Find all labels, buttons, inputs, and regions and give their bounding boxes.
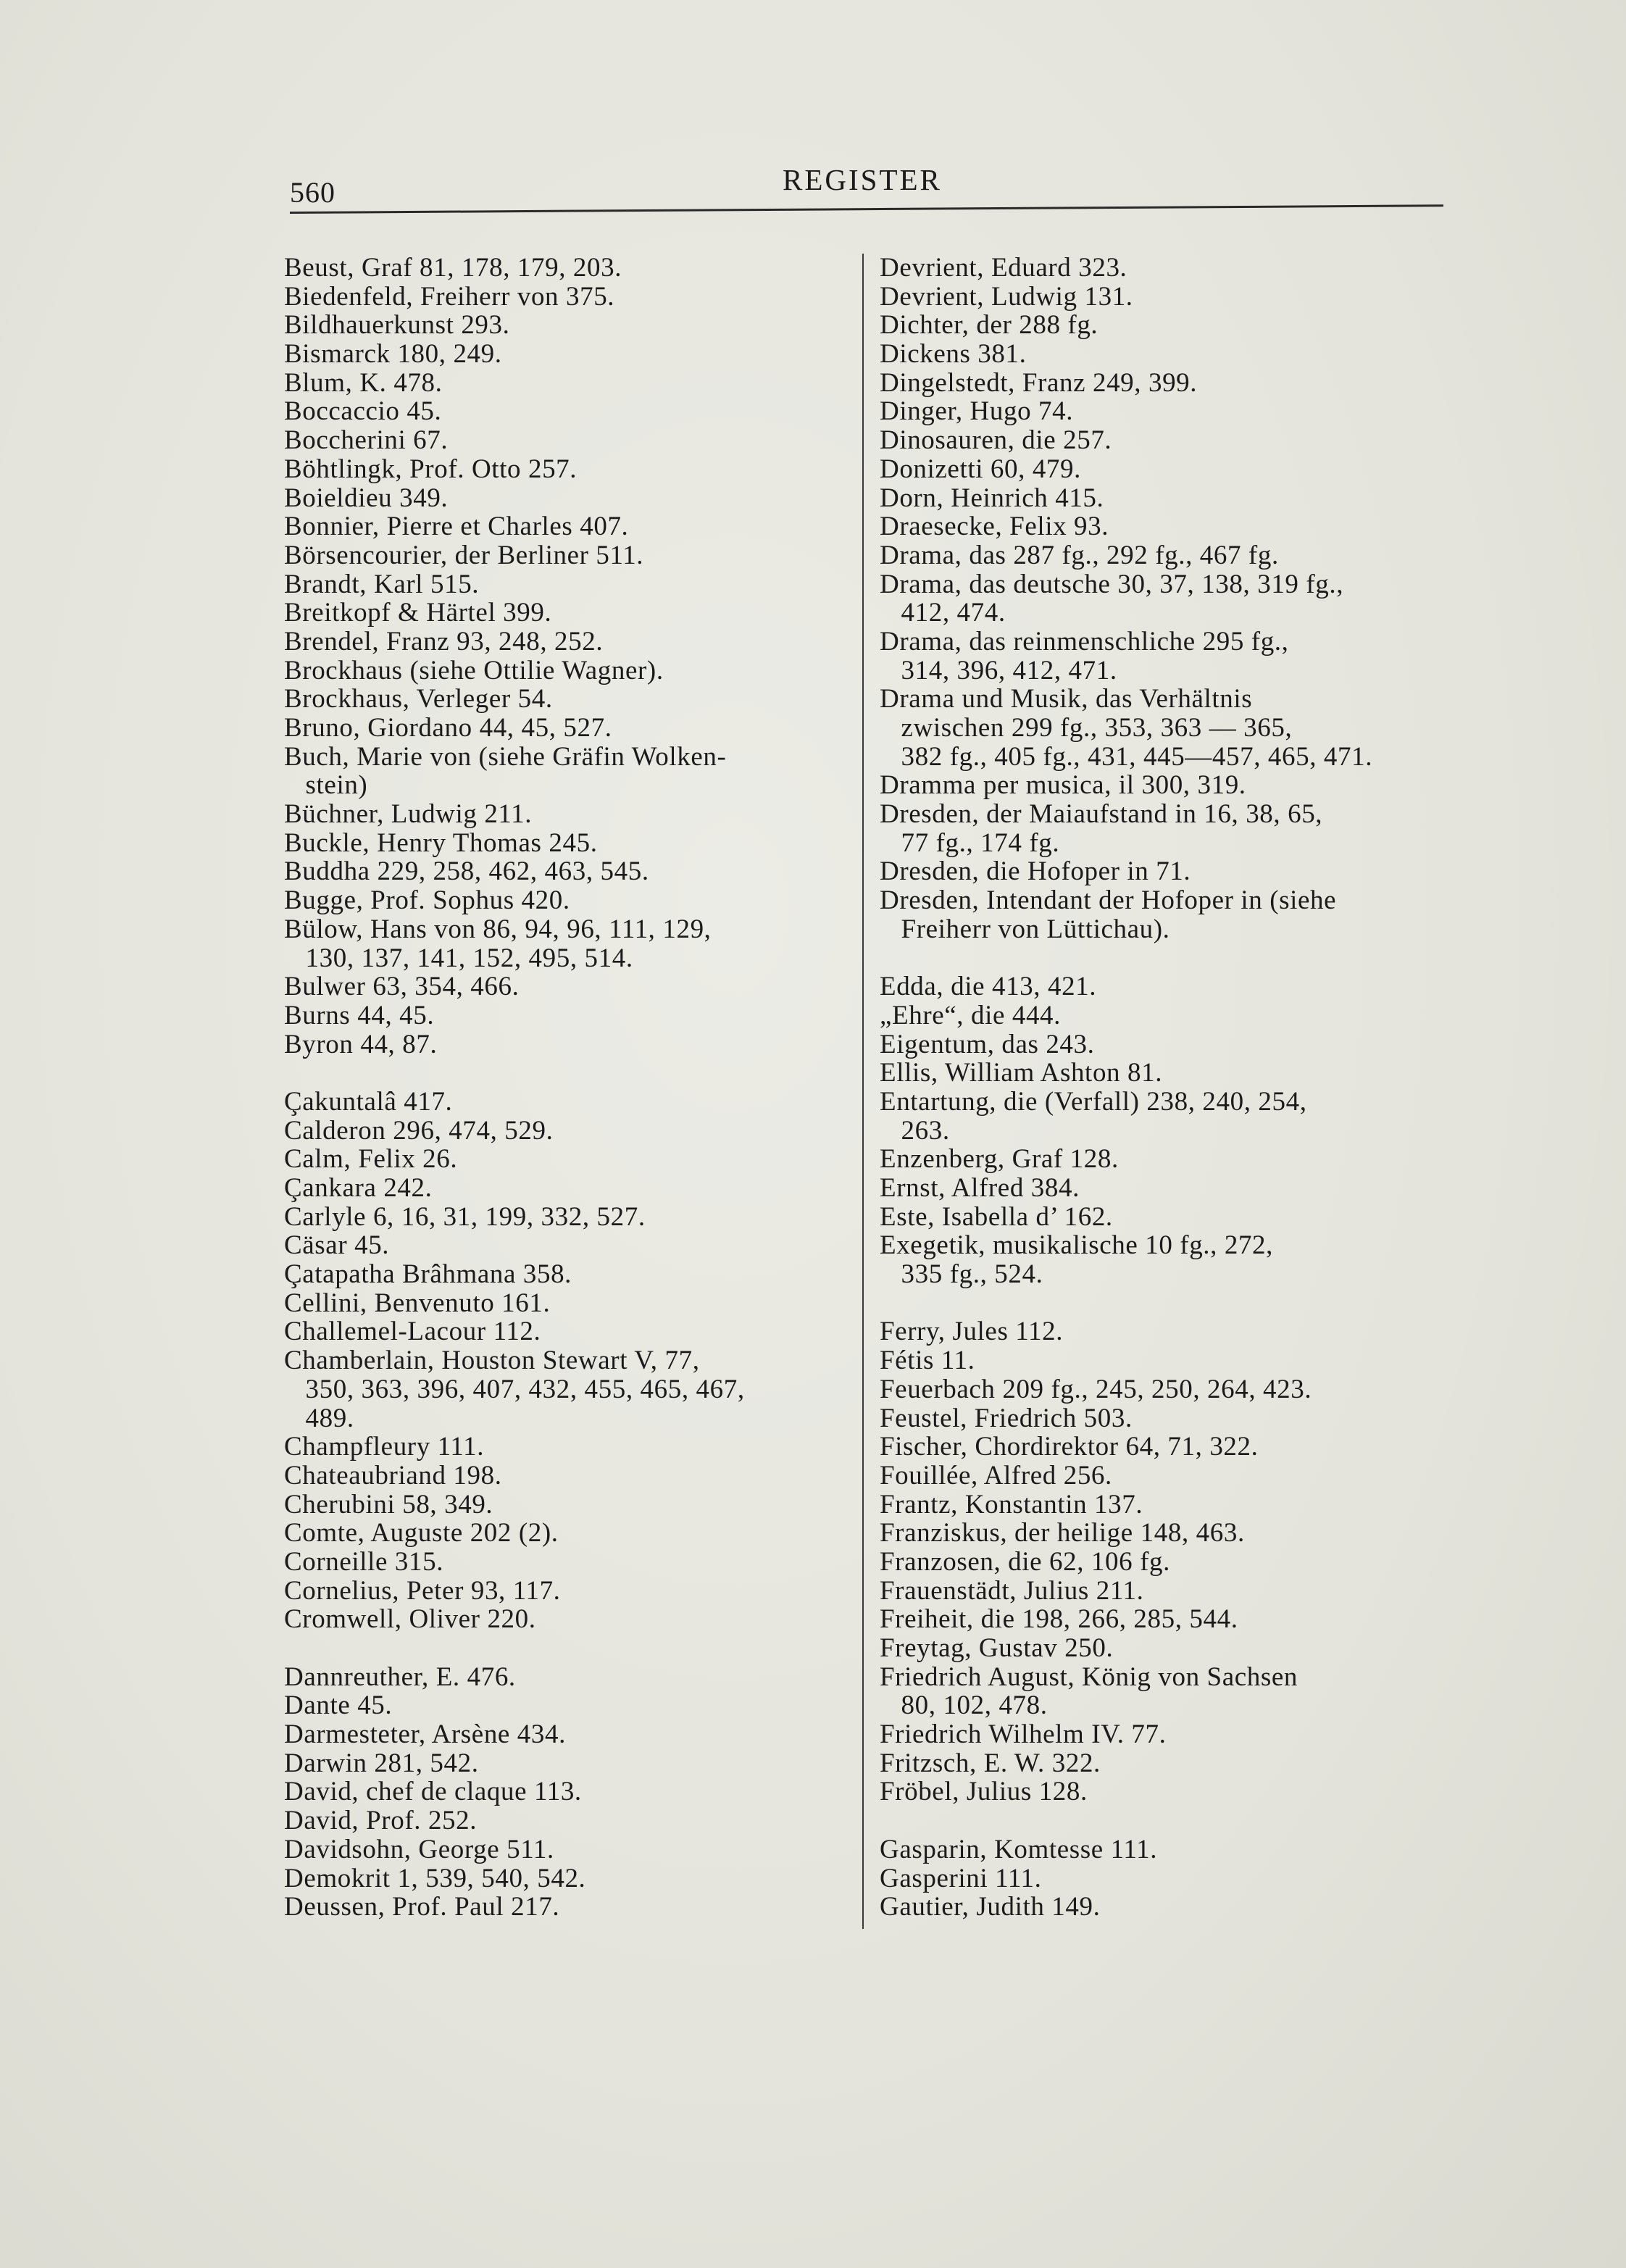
index-column-right — [880, 254, 1452, 1922]
index-entry: Brandt, Karl 515. — [284, 569, 480, 599]
index-entry: Challemel-Lacour 112. — [284, 1317, 541, 1347]
index-entry-continuation: 77 fg., 174 fg. — [880, 827, 1060, 858]
section-gap — [284, 1059, 843, 1088]
index-entry: Dichter, der 288 fg. — [880, 310, 1098, 341]
index-entry: Champfleury 111. — [284, 1432, 485, 1462]
index-entry: Dramma per musica, il 300, 319. — [880, 770, 1246, 801]
index-entry: Blum, K. 478. — [284, 367, 443, 398]
index-entry: Burns 44, 45. — [284, 1000, 435, 1030]
section-gap — [880, 944, 1452, 973]
index-entry: Feustel, Friedrich 503. — [880, 1403, 1133, 1433]
index-entry: Çatapatha Brâhmana 358. — [284, 1259, 572, 1290]
index-entry: Dorn, Heinrich 415. — [880, 483, 1104, 513]
index-entry: Friedrich Wilhelm IV. 77. — [880, 1719, 1167, 1750]
index-entry: Frantz, Konstantin 137. — [880, 1489, 1143, 1519]
column-divider — [862, 254, 864, 1929]
index-entry: Drama, das deutsche 30, 37, 138, 319 fg., — [880, 569, 1344, 599]
index-entry: Bonnier, Pierre et Charles 407. — [284, 512, 629, 542]
index-entry: Gasperini 111. — [880, 1863, 1042, 1893]
index-entry: Ferry, Jules 112. — [880, 1317, 1064, 1347]
index-entry: Bulwer 63, 354, 466. — [284, 972, 520, 1002]
index-entry: Cornelius, Peter 93, 117. — [284, 1575, 561, 1606]
index-entry: Boccherini 67. — [284, 425, 449, 456]
index-entry: Calm, Felix 26. — [284, 1144, 458, 1175]
index-entry: Cäsar 45. — [284, 1230, 390, 1261]
index-entry-continuation: 263. — [880, 1115, 950, 1146]
index-entry: Dresden, die Hofoper in 71. — [880, 856, 1191, 887]
index-entry: Entartung, die (Verfall) 238, 240, 254, — [880, 1086, 1307, 1117]
index-entry: Drama, das reinmenschliche 295 fg., — [880, 626, 1289, 656]
index-entry: Deussen, Prof. Paul 217. — [284, 1892, 560, 1922]
index-entry: Cherubini 58, 349. — [284, 1489, 493, 1519]
index-entry-continuation: zwischen 299 fg., 353, 363 — 365, — [880, 713, 1293, 743]
index-entry: Büchner, Ludwig 211. — [284, 799, 533, 830]
index-entry: Chamberlain, Houston Stewart V, 77, — [284, 1346, 700, 1376]
index-entry: Dresden, der Maiaufstand in 16, 38, 65, — [880, 799, 1323, 830]
index-entry: Feuerbach 209 fg., 245, 250, 264, 423. — [880, 1374, 1312, 1404]
index-entry: Byron 44, 87. — [284, 1029, 438, 1059]
index-entry: Dante 45. — [284, 1690, 393, 1721]
section-gap — [880, 1289, 1452, 1318]
index-entry: Buch, Marie von (siehe Gräfin Wolken- — [284, 741, 727, 772]
index-entry-continuation: 80, 102, 478. — [880, 1690, 1048, 1721]
index-entry: Bildhauerkunst 293. — [284, 310, 510, 341]
index-entry-continuation: 335 fg., 524. — [880, 1259, 1043, 1290]
index-entry: Gautier, Judith 149. — [880, 1892, 1101, 1922]
index-entry-continuation: 412, 474. — [880, 598, 1006, 628]
index-entry: Freytag, Gustav 250. — [880, 1633, 1114, 1663]
index-entry: Fétis 11. — [880, 1346, 975, 1376]
index-entry: David, chef de claque 113. — [284, 1777, 582, 1807]
index-entry: Exegetik, musikalische 10 fg., 272, — [880, 1230, 1274, 1261]
index-entry-continuation: 350, 363, 396, 407, 432, 455, 465, 467, — [284, 1374, 745, 1404]
section-gap — [284, 1634, 843, 1663]
index-entry: Dinger, Hugo 74. — [880, 396, 1074, 427]
index-entry-continuation: 489. — [284, 1403, 354, 1433]
index-entry: Frauenstädt, Julius 211. — [880, 1575, 1144, 1606]
index-entry-continuation: Freiherr von Lüttichau). — [880, 914, 1170, 944]
index-column-left — [284, 254, 843, 1922]
index-entry: Çakuntalâ 417. — [284, 1086, 453, 1117]
index-entry: Gasparin, Komtesse 111. — [880, 1834, 1158, 1864]
index-entry: Çankara 242. — [284, 1173, 433, 1203]
index-entry: Enzenberg, Graf 128. — [880, 1144, 1119, 1175]
index-entry: Carlyle 6, 16, 31, 199, 332, 527. — [284, 1201, 646, 1232]
index-entry: Freiheit, die 198, 266, 285, 544. — [880, 1604, 1238, 1635]
index-entry: Fritzsch, E. W. 322. — [880, 1748, 1101, 1778]
index-entry: Davidsohn, George 511. — [284, 1834, 554, 1864]
index-entry-continuation: 382 fg., 405 fg., 431, 445—457, 465, 471. — [880, 741, 1373, 772]
page-header — [290, 158, 1443, 212]
index-entry: Dannreuther, E. 476. — [284, 1662, 516, 1692]
index-entry: Fouillée, Alfred 256. — [880, 1460, 1112, 1491]
index-entry-continuation: stein) — [284, 770, 368, 801]
index-entry: Drama und Musik, das Verhältnis — [880, 684, 1253, 714]
index-entry-continuation: 314, 396, 412, 471. — [880, 655, 1117, 685]
index-entry: Fröbel, Julius 128. — [880, 1777, 1088, 1807]
index-entry: Brendel, Franz 93, 248, 252. — [284, 626, 604, 656]
index-entry: Devrient, Ludwig 131. — [880, 281, 1133, 312]
index-entry: Breitkopf & Härtel 399. — [284, 598, 552, 628]
index-entry: Fischer, Chordirektor 64, 71, 322. — [880, 1432, 1259, 1462]
index-entry: Comte, Auguste 202 (2). — [284, 1518, 559, 1548]
index-entry: Biedenfeld, Freiherr von 375. — [284, 281, 615, 312]
index-entry: Corneille 315. — [284, 1546, 444, 1577]
index-entry: Ellis, William Ashton 81. — [880, 1058, 1163, 1088]
index-entry: Demokrit 1, 539, 540, 542. — [284, 1863, 586, 1893]
index-entry: Friedrich August, König von Sachsen — [880, 1662, 1298, 1692]
index-entry: Devrient, Eduard 323. — [880, 253, 1127, 283]
index-entry: Böhtlingk, Prof. Otto 257. — [284, 454, 578, 484]
index-entry: Bugge, Prof. Sophus 420. — [284, 885, 570, 916]
index-entry: Franzosen, die 62, 106 fg. — [880, 1546, 1170, 1577]
index-entry: Cromwell, Oliver 220. — [284, 1604, 536, 1635]
index-entry: Buckle, Henry Thomas 245. — [284, 827, 598, 858]
index-entry: Boieldieu 349. — [284, 483, 449, 513]
index-entry: Dickens 381. — [880, 339, 1027, 370]
index-entry: David, Prof. 252. — [284, 1806, 478, 1836]
index-entry: Dinosauren, die 257. — [880, 425, 1112, 456]
index-entry: Dingelstedt, Franz 249, 399. — [880, 367, 1198, 398]
index-entry: Bruno, Giordano 44, 45, 527. — [284, 713, 612, 743]
index-entry: Chateaubriand 198. — [284, 1460, 502, 1491]
running-head: REGISTER — [783, 163, 942, 196]
index-entry: Eigentum, das 243. — [880, 1029, 1095, 1059]
page-number: 560 — [290, 176, 335, 209]
index-entry: Calderon 296, 474, 529. — [284, 1115, 554, 1146]
index-entry: Boccaccio 45. — [284, 396, 442, 427]
index-entry: Dresden, Intendant der Hofoper in (siehe — [880, 885, 1337, 916]
index-entry: Beust, Graf 81, 178, 179, 203. — [284, 253, 622, 283]
index-entry: Drama, das 287 fg., 292 fg., 467 fg. — [880, 540, 1279, 570]
index-entry: Donizetti 60, 479. — [880, 454, 1081, 484]
index-entry: Draesecke, Felix 93. — [880, 512, 1109, 542]
section-gap — [880, 1806, 1452, 1835]
index-entry: Brockhaus, Verleger 54. — [284, 684, 553, 714]
index-entry: Franziskus, der heilige 148, 463. — [880, 1518, 1245, 1548]
index-entry: Cellini, Benvenuto 161. — [284, 1288, 551, 1318]
index-entry: Brockhaus (siehe Ottilie Wagner). — [284, 655, 664, 685]
index-entry: Darwin 281, 542. — [284, 1748, 479, 1778]
index-entry: Börsencourier, der Berliner 511. — [284, 540, 644, 570]
index-entry: Este, Isabella d’ 162. — [880, 1201, 1113, 1232]
index-entry: Bismarck 180, 249. — [284, 339, 502, 370]
index-entry: Bülow, Hans von 86, 94, 96, 111, 129, — [284, 914, 712, 944]
index-entry: Edda, die 413, 421. — [880, 972, 1097, 1002]
index-entry: Ernst, Alfred 384. — [880, 1173, 1080, 1203]
index-entry-continuation: 130, 137, 141, 152, 495, 514. — [284, 943, 633, 973]
index-entry: „Ehre“, die 444. — [880, 1000, 1061, 1030]
index-entry: Buddha 229, 258, 462, 463, 545. — [284, 856, 649, 887]
index-entry: Darmesteter, Arsène 434. — [284, 1719, 566, 1750]
